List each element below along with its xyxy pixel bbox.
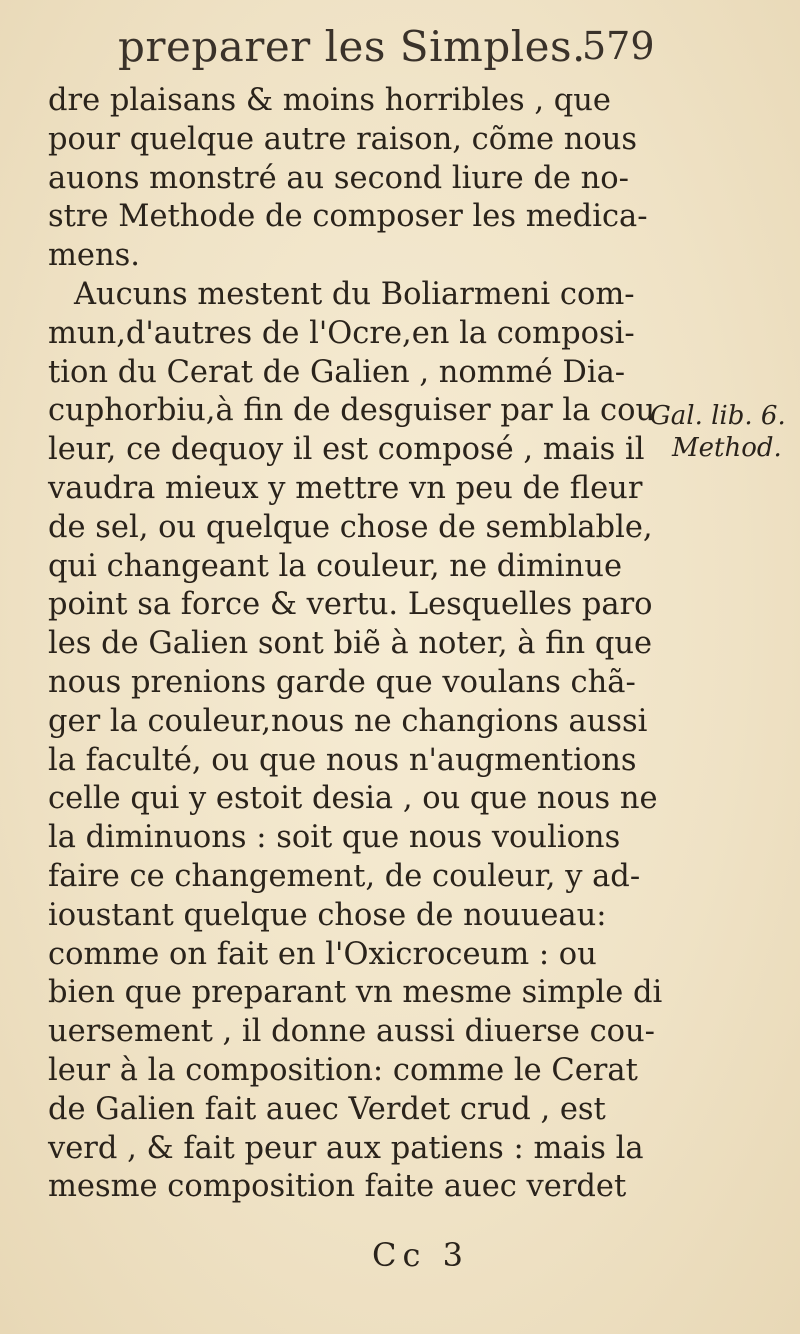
text-line: uersement , il donne aussi diuerse cou- [48,1014,655,1050]
text-line: vaudra mieux y mettre vn peu de fleur [48,470,643,506]
body-text [48,82,663,1207]
text-line: leur, ce dequoy il est composé , mais il [48,432,645,468]
text-line: bien que preparant vn mesme simple di [48,975,663,1011]
text-line: point sa force & vertu. Lesquelles paro [48,587,653,623]
text-line: mun,d'autres de l'Ocre,en la composi- [48,315,635,351]
text-line: ger la couleur,nous ne changions aussi [48,703,648,739]
page-number: 579 [582,24,655,68]
text-line: dre plaisans & moins horribles , que [48,83,611,118]
text-line: celle qui y estoit desia , ou que nous ne [48,781,658,817]
margin-note-work: Method. [672,433,782,463]
text-line: leur à la composition: comme le Cerat [48,1052,638,1088]
text-line: cuphorbiu,à fin de desguiser par la cou [48,393,656,429]
text-line: la diminuons : soit que nous voulions [48,820,621,856]
text-line: les de Galien sont biẽ à noter, à fin que [48,626,653,662]
text-line: la faculté, ou que nous n'augmentions [48,742,637,778]
text-line: comme on fait en l'Oxicroceum : ou [48,936,597,972]
text-line: auons monstré au second liure de no- [48,160,629,196]
text-line: qui changeant la couleur, ne diminue [48,548,622,584]
margin-note-reference: Gal. lib. 6. [650,401,786,431]
text-line: mesme composition faite auec verdet [48,1169,627,1205]
text-line: nous prenions garde que voulans chã- [48,664,636,700]
running-head-title: preparer les Simples. [118,22,586,71]
text-line: stre Methode de composer les medica- [48,199,648,235]
text-line: tion du Cerat de Galien , nommé Dia- [48,354,626,390]
text-line: verd , & fait peur aux patiens : mais la [48,1130,644,1166]
signature-mark: Cc 3 [372,1236,469,1274]
text-line: ioustant quelque chose de nouueau: [48,897,607,933]
text-line: de sel, ou quelque chose de semblable, [48,509,653,545]
text-line: faire ce changement, de couleur, y ad- [48,858,641,894]
text-line: mens. [48,238,140,274]
text-line: pour quelque autre raison, cõme nous [48,121,638,157]
margin-note [650,400,786,464]
text-line: de Galien fait auec Verdet crud , est [48,1091,606,1127]
text-line: Aucuns mestent du Boliarmeni com- [74,276,635,312]
running-head [0,22,800,82]
